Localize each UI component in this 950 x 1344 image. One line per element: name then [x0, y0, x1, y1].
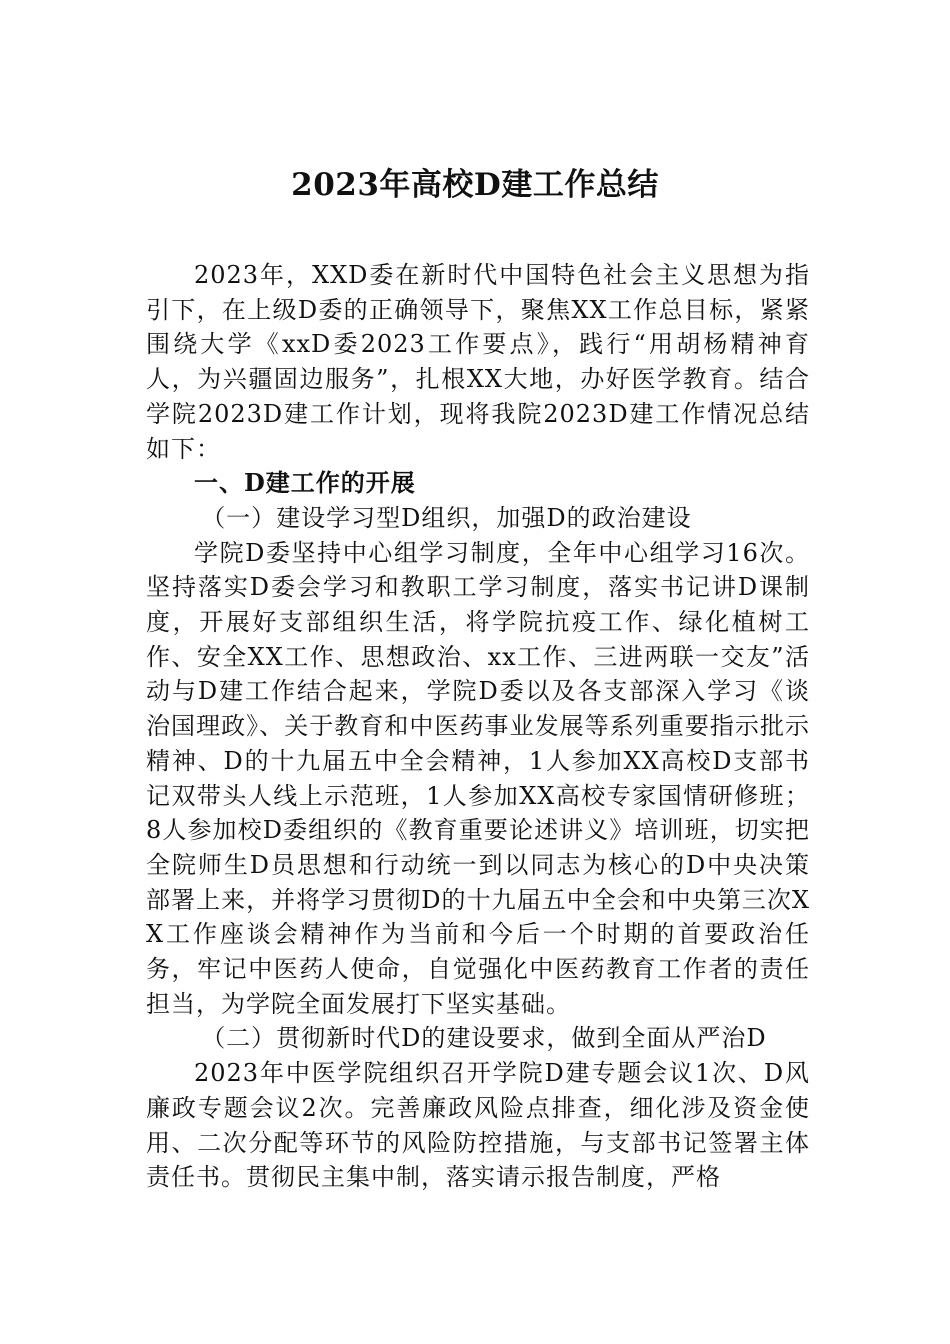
- intro-paragraph: 2023年，XXD委在新时代中国特色社会主义思想为指引下，在上级D委的正确领导下，聚焦XX工作总目标，紧紧围绕大学《xxD委2023工作要点》，践行“用胡杨精神育人，为兴疆固边服务”，扎根XX大地，办好医学教育。结合学院2023D建工作计划，现将我院2023D建工作情况总结如下：: [146, 261, 810, 463]
- subsection-heading-1: （一）建设学习型D组织，加强D的政治建设: [201, 503, 692, 532]
- subsection-paragraph-2: 2023年中医学院组织召开学院D建专题会议1次、D风廉政专题会议2次。完善廉政风险点排查，细化涉及资金使用、二次分配等环节的风险防控措施，与支部书记签署主体责任书。贯彻民主集中制，落实请示报告制度，严格: [146, 1059, 810, 1192]
- subsection-paragraph-1: 学院D委坚持中心组学习制度，全年中心组学习16次。坚持落实D委会学习和教职工学习制度，落实书记讲D课制度，开展好支部组织生活，将学院抗疫工作、绿化植树工作、安全XX工作、思想政治、xx工作、三进两联一交友”活动与D建工作结合起来，学院D委以及各支部深入学习《谈治国理政》、关于教育和中医药事业发展等系列重要指示批示精神、D的十九届五中全会精神，1人参加XX高校D支部书记双带头人线上示范班，1人参加XX高校专家国情研修班；8人参加校D委组织的《教育重要论述讲义》培训班，切实把全院师生D员思想和行动统一到以同志为核心的D中央决策部署上来，并将学习贯彻D的十九届五中全会和中央第三次XX工作座谈会精神作为当前和今后一个时期的首要政治任务，牢记中医药人使命，自觉强化中医药教育工作者的责任担当，为学院全面发展打下坚实基础。: [146, 538, 810, 1018]
- subsection-heading-2: （二）贯彻新时代D的建设要求，做到全面从严治D: [201, 1024, 767, 1053]
- document-body: [146, 258, 810, 1195]
- document-title: 2023年高校D建工作总结: [291, 167, 659, 203]
- section-heading: 一、D建工作的开展: [194, 468, 416, 498]
